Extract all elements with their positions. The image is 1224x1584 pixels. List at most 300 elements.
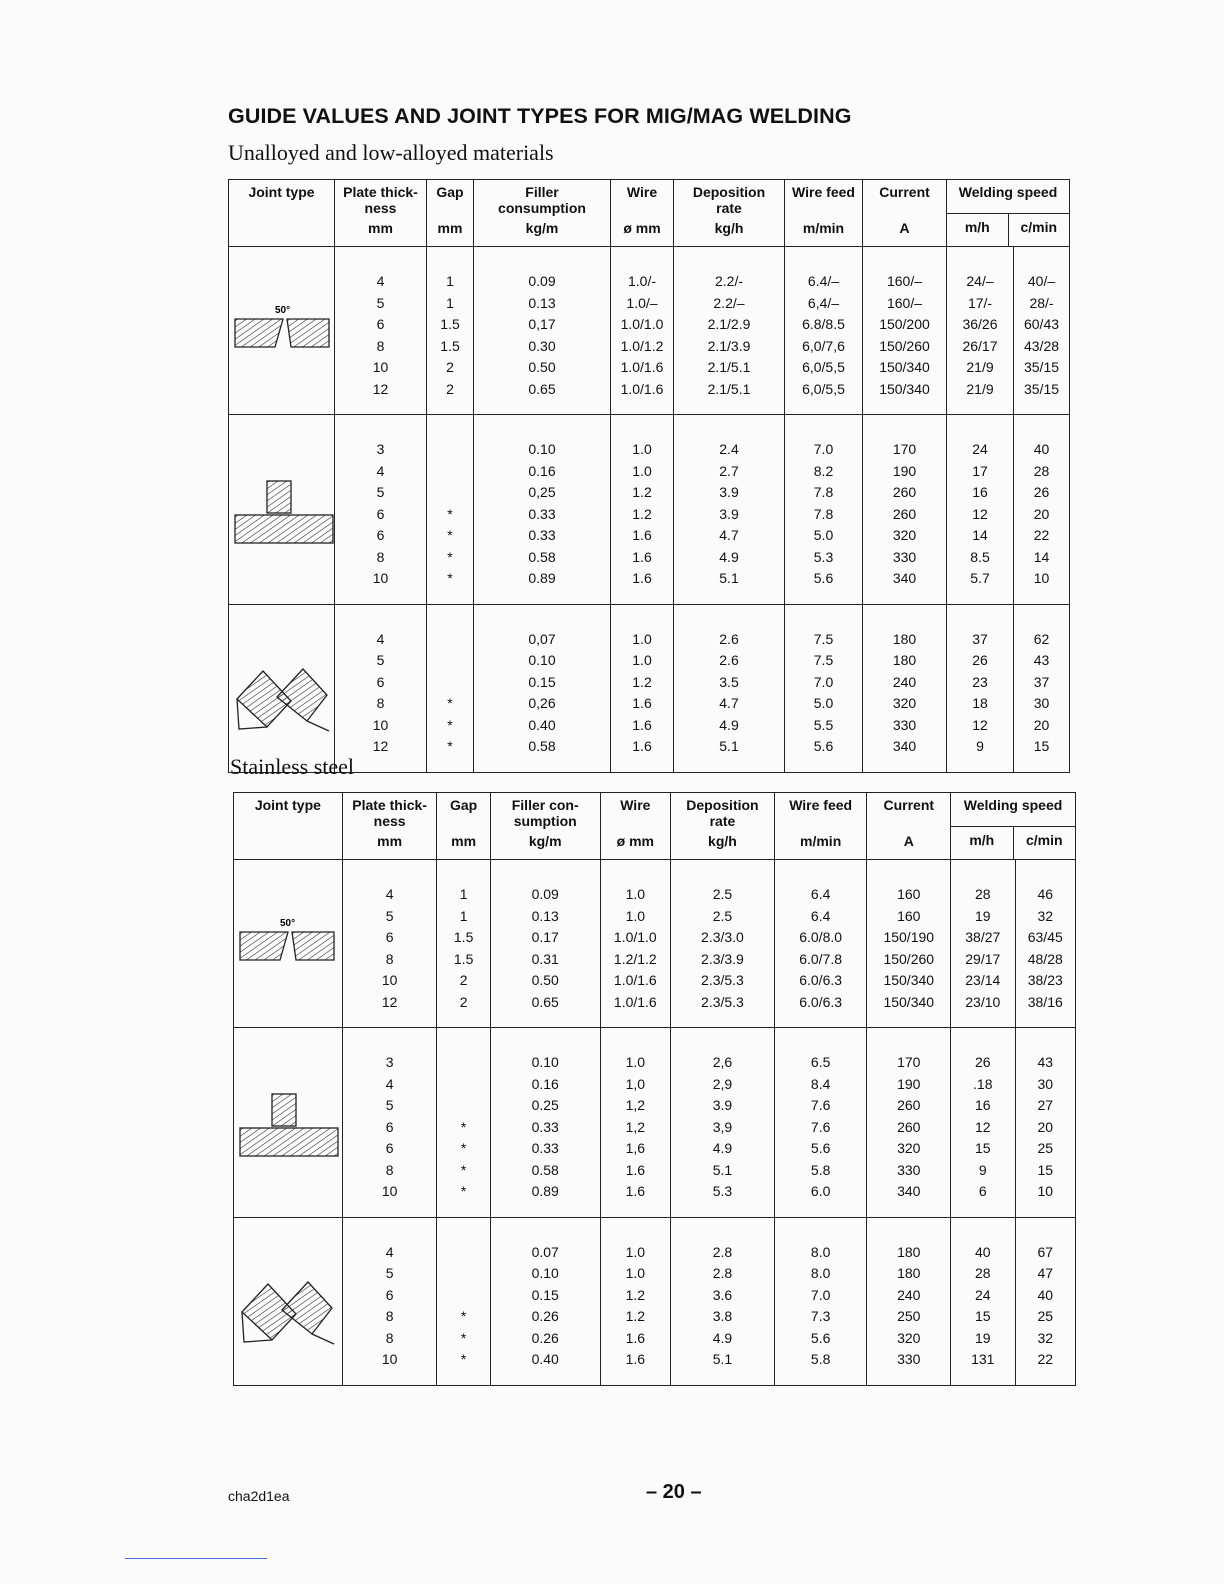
table-cell-value: 5.6 <box>810 1140 831 1156</box>
table-cell-value: 10 <box>381 972 398 988</box>
table-cell-value: 0.31 <box>531 950 559 967</box>
table-cell-value: * <box>447 505 453 522</box>
table-cell-value: 43/28 <box>1023 337 1060 354</box>
table-cell-value: 26 <box>1033 484 1050 500</box>
table-cell-value: 170 <box>897 1054 921 1070</box>
welding-speed-header <box>947 180 1070 247</box>
table-cell-value: 6.8/8.5 <box>802 316 845 332</box>
table-cell-value: 0.33 <box>531 1118 559 1135</box>
gap-header-label: Gap <box>436 184 464 200</box>
plate-thickness-cell <box>342 1217 437 1385</box>
table-cell-value: 12 <box>975 1118 991 1135</box>
wire-feed-cell <box>785 415 863 605</box>
table-cell-value: 0.13 <box>528 294 556 311</box>
table-cell-value: 62 <box>1033 630 1050 647</box>
filler-consumption-cell <box>474 604 611 772</box>
table-cell-value: 5.0 <box>813 527 834 543</box>
table-cell-value: 180 <box>892 652 917 668</box>
table-cell-value: 6,0/5,5 <box>802 359 845 375</box>
table-cell-value: 21/9 <box>966 380 994 397</box>
plate-thickness-cell <box>342 860 437 1028</box>
table-cell-value: 1.0 <box>625 1054 646 1070</box>
table-cell-value: 26 <box>975 1054 991 1070</box>
table-cell-value: 4.9 <box>712 1329 733 1346</box>
filler-consumption-cell <box>490 860 600 1028</box>
wire-header-unit: ø mm <box>616 833 654 849</box>
table-cell-value: 160/– <box>886 273 923 289</box>
table-cell-value: 150/340 <box>879 380 930 397</box>
footer-rule <box>125 1558 267 1559</box>
filler-consumption-cell <box>490 1217 600 1385</box>
table-cell-value: 6 <box>376 316 385 332</box>
table-cell-value: * <box>460 1329 467 1346</box>
table-cell-value: 10 <box>1033 570 1050 586</box>
joint-group-row <box>229 415 1070 605</box>
table-cell-value: 25 <box>1037 1308 1054 1324</box>
table-cell-value: 330 <box>897 1351 921 1367</box>
gap-header-unit: mm <box>451 833 477 849</box>
table-cell-value: 1.0 <box>625 1265 646 1281</box>
wire-feed-cell <box>774 1217 867 1385</box>
speed-mh-cell <box>947 247 1014 415</box>
table-cell-value: 38/23 <box>1027 972 1063 988</box>
speed-cmin-cell <box>1014 604 1070 772</box>
plate-thickness-cell <box>335 604 427 772</box>
wire-feed-cell <box>774 860 867 1028</box>
table-cell-value: 1.2/1.2 <box>613 950 657 967</box>
table-cell-value: 250 <box>897 1308 921 1324</box>
table-cell-value: 8 <box>385 950 394 967</box>
table-cell-value: 4 <box>385 1075 394 1092</box>
table-cell-value: 35/15 <box>1023 380 1060 397</box>
table-cell-value: 7.0 <box>813 441 834 457</box>
table-cell-value <box>437 1285 489 1307</box>
table-cell-value: .18 <box>973 1075 993 1092</box>
table-cell-value: 23 <box>972 673 988 690</box>
table-cell-value: 180 <box>897 1243 921 1260</box>
table-cell-value: 8.4 <box>810 1075 831 1092</box>
table-cell-value: 20 <box>1037 1118 1054 1135</box>
table-cell-value: 320 <box>897 1329 921 1346</box>
table-cell-value: 0.40 <box>531 1351 559 1367</box>
table-cell-value: 190 <box>897 1075 921 1092</box>
table-cell-value: 150/260 <box>883 950 935 967</box>
table-cell-value: 5.1 <box>719 570 739 586</box>
table-cell-value: 260 <box>892 505 917 522</box>
joint-type-header <box>229 180 335 247</box>
table-cell-value: 25 <box>1037 1140 1054 1156</box>
table-cell-value: 1.0/1.6 <box>620 380 664 397</box>
table-cell-value: 2.7 <box>719 462 739 479</box>
wire-feed-header <box>774 793 867 860</box>
table-cell-value: * <box>460 1140 467 1156</box>
table-cell-value: 1.6 <box>632 548 652 565</box>
table-cell-value: 3,9 <box>712 1118 733 1135</box>
table-cell-value: 40 <box>975 1243 991 1260</box>
table-cell-value: 30 <box>1033 695 1050 711</box>
deposition-header <box>671 793 775 860</box>
table-cell-value: 0.26 <box>531 1308 559 1324</box>
current-cell <box>867 1217 951 1385</box>
welding-table-stainless <box>233 792 1076 1386</box>
table-cell-value: 0.09 <box>531 886 559 902</box>
deposition-header-unit: kg/h <box>714 220 744 236</box>
table-cell-value: 340 <box>892 738 917 754</box>
table-cell-value: 0.17 <box>531 929 559 945</box>
table-cell-value: 1.6 <box>625 1183 646 1199</box>
table-cell-value: 330 <box>892 548 917 565</box>
table-cell-value: 6.0/6.3 <box>799 993 843 1010</box>
table-cell-value: 0.33 <box>528 505 556 522</box>
table-cell-value: * <box>447 527 453 543</box>
table-cell-value: 5.8 <box>810 1161 831 1178</box>
table-cell-value: 12 <box>972 716 988 733</box>
table-cell-value: 0.89 <box>531 1183 559 1199</box>
angle-label: 50° <box>280 918 296 929</box>
table-cell-value: 0.58 <box>528 738 556 754</box>
table-cell-value: 180 <box>892 630 917 647</box>
current-header <box>867 793 951 860</box>
table-cell-value: 1.2 <box>625 1308 646 1324</box>
table-cell-value: 1.0 <box>632 630 652 647</box>
current-cell <box>863 415 947 605</box>
table-cell-value: 0.65 <box>528 380 556 397</box>
table-cell-value: 2.3/5.3 <box>701 972 744 988</box>
table-cell-value: 5 <box>376 484 385 500</box>
current-header-label: Current <box>883 797 935 813</box>
deposition-rate-cell <box>674 604 785 772</box>
table-cell-value: 2.1/3.9 <box>707 337 751 354</box>
speed-mh-unit: m/h <box>969 832 995 848</box>
table-cell-value: 1.2 <box>625 1286 646 1303</box>
v-butt-joint-icon <box>236 912 340 972</box>
gap-cell <box>437 1028 490 1218</box>
table-cell-value: 260 <box>892 484 917 500</box>
speed-mh-cell <box>951 860 1015 1028</box>
wire-header <box>611 180 674 247</box>
table-cell-value <box>437 1263 489 1285</box>
table-cell-value: 5 <box>385 1097 394 1113</box>
table-cell-value: 0.10 <box>528 652 556 668</box>
table-cell-value: 2.3/5.3 <box>701 993 744 1010</box>
table-cell-value: 9 <box>978 1161 987 1178</box>
joint-type-cell <box>229 247 335 415</box>
table-cell-value: 0.40 <box>528 716 556 733</box>
deposition-header-label: Deposition rate <box>686 797 759 829</box>
table-cell-value: 1.6 <box>632 570 652 586</box>
table-cell-value: 150/200 <box>879 316 930 332</box>
current-cell <box>863 604 947 772</box>
deposition-rate-cell <box>671 860 775 1028</box>
table-cell-value: 0.65 <box>531 993 559 1010</box>
table-cell-value: 28/- <box>1029 294 1054 311</box>
table-cell-value: 240 <box>897 1286 921 1303</box>
table-cell-value: 6,0/7,6 <box>802 337 845 354</box>
plate-thickness-header-label: Plate thick- ness <box>343 184 418 216</box>
table-cell-value: 14 <box>1033 548 1050 565</box>
table-cell-value: 26 <box>972 652 988 668</box>
table-cell-value: * <box>460 1351 467 1367</box>
table-cell-value: 8 <box>376 548 385 565</box>
table-cell-value: 2 <box>459 993 468 1010</box>
table-cell-value: 1.0/1.2 <box>620 337 664 354</box>
table-cell-value: 2.1/5.1 <box>707 380 751 397</box>
table-cell-value: 2.3/3.9 <box>701 950 744 967</box>
gap-cell <box>437 1217 490 1385</box>
table-cell-value: 2.5 <box>712 886 733 902</box>
table-cell-value: 8 <box>376 695 385 711</box>
wire-diameter-cell <box>611 415 674 605</box>
gap-header-label: Gap <box>450 797 478 813</box>
table-cell-value: 4 <box>376 630 385 647</box>
table-cell-value: 6.0/7.8 <box>799 950 843 967</box>
filler-consumption-cell <box>490 1028 600 1218</box>
table-cell-value: 0.26 <box>531 1329 559 1346</box>
table-cell-value: 6 <box>385 929 394 945</box>
v-butt-joint-icon <box>231 299 335 359</box>
table-cell-value: 16 <box>972 484 988 500</box>
table-cell-value: * <box>447 548 453 565</box>
plate-thickness-cell <box>335 247 427 415</box>
section-title-unalloyed: Unalloyed and low-alloyed materials <box>228 140 554 165</box>
table-cell-value: 6,4/– <box>807 294 840 311</box>
table-cell-value: 1.5 <box>440 337 460 354</box>
table-cell-value: 8.0 <box>810 1243 831 1260</box>
table-cell-value: 0.16 <box>531 1075 559 1092</box>
table-cell-value: 0.16 <box>528 462 556 479</box>
table-cell-value: 1.6 <box>632 695 652 711</box>
table-cell-value: 4.7 <box>719 527 739 543</box>
table-cell-value: 5.3 <box>813 548 834 565</box>
table-cell-value: 10 <box>381 1183 398 1199</box>
current-header-unit: A <box>899 220 910 236</box>
table-cell-value: 0.10 <box>531 1054 559 1070</box>
wire-header <box>600 793 671 860</box>
speed-mh-cell <box>951 1217 1015 1385</box>
table-cell-value: 0.58 <box>528 548 556 565</box>
table-cell-value <box>437 1242 489 1264</box>
table-cell-value: 0.89 <box>528 570 556 586</box>
table-cell-value: 4 <box>385 1243 394 1260</box>
table-cell-value <box>427 461 473 483</box>
table-cell-value: 5 <box>385 907 394 924</box>
wire-diameter-cell <box>600 1217 671 1385</box>
table-cell-value: 43 <box>1033 652 1050 668</box>
table-cell-value: 0.33 <box>531 1140 559 1156</box>
table-cell-value: 20 <box>1033 716 1050 733</box>
table-cell-value: 2.6 <box>719 652 739 668</box>
filler-header-unit: kg/m <box>528 833 562 849</box>
section-title-stainless: Stainless steel <box>230 754 355 779</box>
table-cell-value: 10 <box>372 716 389 733</box>
table-cell-value: 5.1 <box>719 738 739 754</box>
header-row <box>229 180 1070 247</box>
table-cell-value: 0.50 <box>528 359 556 375</box>
current-cell <box>867 860 951 1028</box>
wire-diameter-cell <box>600 860 671 1028</box>
table-cell-value: 150/190 <box>883 929 935 945</box>
table-cell-value: 6.5 <box>810 1054 831 1070</box>
table-cell-value <box>427 439 473 461</box>
plate-thickness-header <box>342 793 437 860</box>
table-cell-value: 0.50 <box>531 972 559 988</box>
speed-mh-cell <box>947 415 1014 605</box>
table-cell-value: 6 <box>385 1118 394 1135</box>
table-cell-value: 38/16 <box>1027 993 1063 1010</box>
table-cell-value: 32 <box>1037 907 1054 924</box>
filler-header <box>474 180 611 247</box>
speed-cmin-cell <box>1014 247 1070 415</box>
table-cell-value: 0,17 <box>528 316 556 332</box>
table-cell-value: 131 <box>971 1351 995 1367</box>
table-cell-value: 15 <box>1037 1161 1054 1178</box>
table-cell-value: 0.10 <box>528 441 556 457</box>
table-cell-value: 35/15 <box>1023 359 1060 375</box>
table-cell-value: 6.0/8.0 <box>799 929 843 945</box>
table-cell-value: 40/– <box>1027 273 1056 289</box>
wire-header-label: Wire <box>626 184 658 200</box>
table-cell-value: 0.09 <box>528 273 556 289</box>
table-cell-value: 6,0/5,5 <box>802 380 845 397</box>
gap-header-unit: mm <box>437 220 463 236</box>
current-cell <box>863 247 947 415</box>
table-cell-value: 1.6 <box>632 527 652 543</box>
current-header <box>863 180 947 247</box>
table-cell-value: 1.6 <box>625 1329 646 1346</box>
filler-header-unit: kg/m <box>525 220 559 236</box>
table-cell-value: 37 <box>1033 673 1050 690</box>
table-cell-value <box>427 650 473 672</box>
table-cell-value: 9 <box>976 738 984 754</box>
table-cell-value: 18 <box>972 695 988 711</box>
table-cell-value: 60/43 <box>1023 316 1060 332</box>
table-cell-value: 8 <box>385 1329 394 1346</box>
table-cell-value: * <box>460 1308 467 1324</box>
table-cell-value: 0.15 <box>528 673 556 690</box>
table-cell-value: * <box>447 570 453 586</box>
table-cell-value: 63/45 <box>1027 929 1063 945</box>
table-cell-value: 160/– <box>886 294 923 311</box>
table-cell-value: 240 <box>892 673 917 690</box>
page-title: GUIDE VALUES AND JOINT TYPES FOR MIG/MAG WELDING <box>228 104 852 128</box>
table-cell-value: 5.1 <box>712 1161 733 1178</box>
table-cell-value: 6 <box>376 673 385 690</box>
table-cell-value: 5.3 <box>712 1183 733 1199</box>
filler-consumption-cell <box>474 415 611 605</box>
table-cell-value: 2,6 <box>712 1054 733 1070</box>
gap-header <box>427 180 474 247</box>
table-cell-value: 17/- <box>967 294 993 311</box>
table-cell-value: 0.10 <box>531 1265 559 1281</box>
header-row <box>234 793 1076 860</box>
table-cell-value: 4 <box>376 462 385 479</box>
table-cell-value: 47 <box>1037 1265 1054 1281</box>
table-cell-value: 4.9 <box>719 548 739 565</box>
table-cell-value: 2.2/- <box>714 273 743 289</box>
table-cell-value: 1.2 <box>632 505 652 522</box>
plate-thickness-header-unit: mm <box>368 220 393 236</box>
table-cell-value: 67 <box>1037 1243 1054 1260</box>
current-cell <box>867 1028 951 1218</box>
table-cell-value: 10 <box>1037 1183 1054 1199</box>
table-cell-value: 5.8 <box>810 1351 831 1367</box>
joint-group-row <box>234 1028 1076 1218</box>
table-cell-value: 150/340 <box>883 993 935 1010</box>
table-cell-value <box>437 1074 489 1096</box>
table-cell-value: 12 <box>381 993 398 1010</box>
table-cell-value: 22 <box>1037 1351 1054 1367</box>
gap-cell <box>437 860 490 1028</box>
table-cell-value: 15 <box>975 1140 991 1156</box>
table-cell-value: 2 <box>459 972 468 988</box>
plate-thickness-header <box>335 180 427 247</box>
joint-type-header-label: Joint type <box>254 797 321 813</box>
wire-feed-header-unit: m/min <box>802 220 845 236</box>
wire-header-label: Wire <box>620 797 651 813</box>
speed-cmin-unit: c/min <box>1013 827 1075 859</box>
table-cell-value: 8.5 <box>970 548 990 565</box>
wire-header-unit: ø mm <box>623 220 661 236</box>
table-cell-value: 7.0 <box>810 1286 831 1303</box>
table-cell-value: 1.6 <box>625 1351 646 1367</box>
table-cell-value: 0,25 <box>528 484 556 500</box>
t-fillet-joint-icon <box>236 1090 342 1170</box>
table-cell-value: 0.13 <box>531 907 559 924</box>
table-cell-value: 5.7 <box>970 570 990 586</box>
speed-mh-cell <box>951 1028 1015 1218</box>
table-cell-value: 1.6 <box>632 738 652 754</box>
wire-feed-header-label: Wire feed <box>789 797 853 813</box>
table-cell-value: 23/14 <box>965 972 1001 988</box>
table-cell-value: 170 <box>892 441 917 457</box>
table-cell-value: 20 <box>1033 505 1050 522</box>
deposition-rate-cell <box>671 1217 775 1385</box>
gap-cell <box>427 604 474 772</box>
wire-diameter-cell <box>611 247 674 415</box>
current-header-label: Current <box>879 184 930 200</box>
table-cell-value: 7.5 <box>813 652 834 668</box>
table-cell-value: 150/260 <box>879 337 930 354</box>
table-cell-value: * <box>460 1161 467 1178</box>
table-cell-value: 4 <box>385 886 394 902</box>
table-cell-value: 2.1/2.9 <box>707 316 751 332</box>
table-cell-value: 5 <box>385 1265 394 1281</box>
table-cell-value: 0.07 <box>531 1243 559 1260</box>
table-cell-value: 2.2/– <box>713 294 745 311</box>
wire-feed-header-label: Wire feed <box>792 184 855 200</box>
table-cell-value: 2.3/3.0 <box>701 929 744 945</box>
table-cell-value: 37 <box>972 630 988 647</box>
table-cell-value: 1 <box>459 886 468 902</box>
table-cell-value: 160 <box>897 886 921 902</box>
table-cell-value: 0.30 <box>528 337 556 354</box>
table-cell-value: 7.3 <box>810 1308 831 1324</box>
table-cell-value: 1 <box>446 294 454 311</box>
table-cell-value: 1.0/1.6 <box>620 359 664 375</box>
joint-group-row <box>229 604 1070 772</box>
table-cell-value: 8 <box>376 337 385 354</box>
table-cell-value: 330 <box>897 1161 921 1178</box>
table-cell-value: 10 <box>372 570 389 586</box>
welding-speed-label: Welding speed <box>947 180 1069 214</box>
wire-feed-cell <box>785 247 863 415</box>
table-cell-value: 43 <box>1037 1054 1054 1070</box>
t-fillet-joint-icon <box>231 477 337 557</box>
table-cell-value: 1.0/- <box>627 273 656 289</box>
table-cell-value: 48/28 <box>1027 950 1063 967</box>
table-cell-value: 19 <box>975 907 991 924</box>
table-cell-value: 1.0 <box>632 441 652 457</box>
